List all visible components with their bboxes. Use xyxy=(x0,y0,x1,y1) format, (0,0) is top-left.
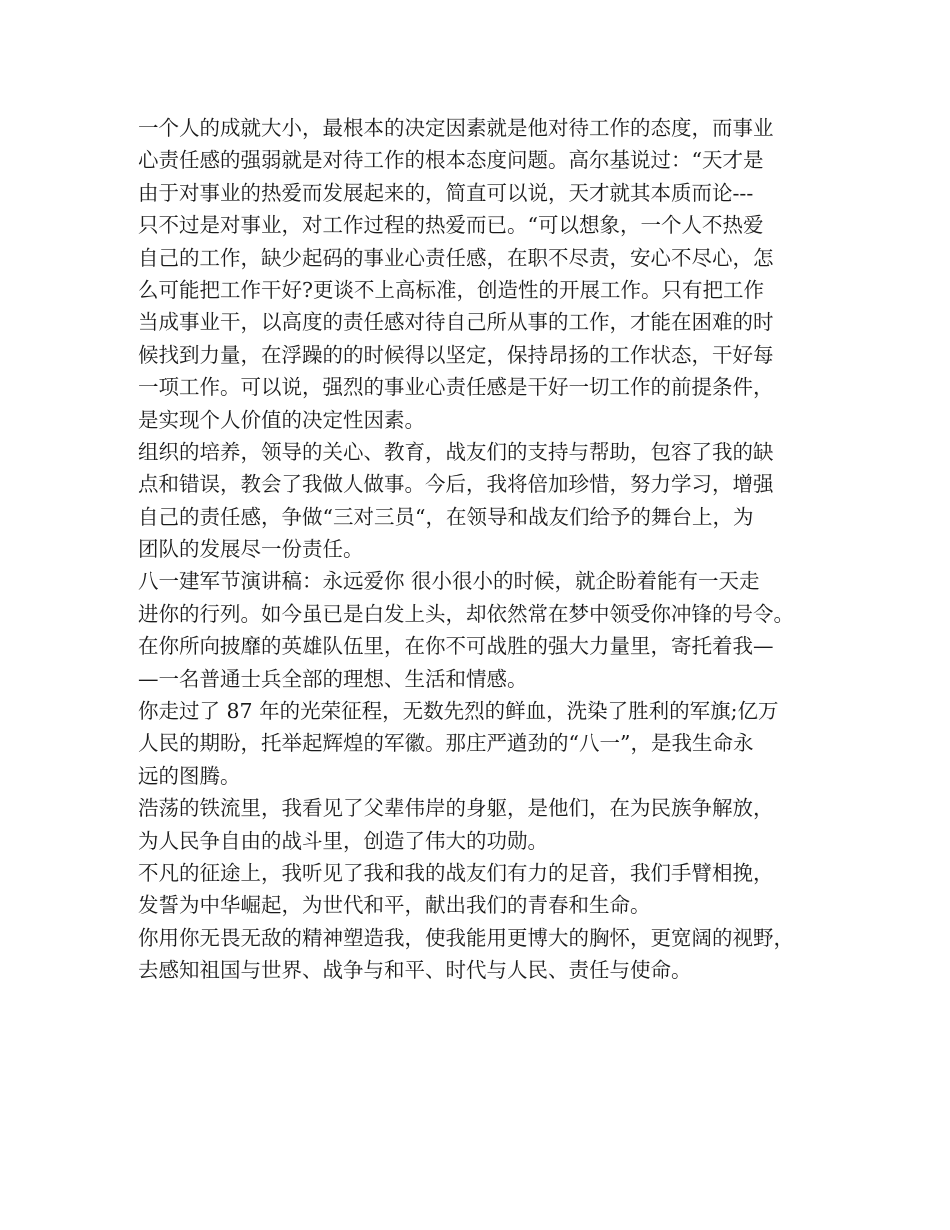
text-line: 浩荡的铁流里，我看见了父辈伟岸的身躯，是他们，在为民族争解放， xyxy=(138,796,774,821)
text-line: 为人民争自由的战斗里，创造了伟大的功勋。 xyxy=(138,828,548,853)
text-line: 去感知祖国与世界、战争与和平、时代与人民、责任与使命。 xyxy=(138,958,692,983)
text-line: 团队的发展尽一份责任。 xyxy=(138,537,364,562)
text-line: 点和错误，教会了我做人做事。今后，我将倍加珍惜，努力学习，增强 xyxy=(138,472,774,497)
text-line: 你用你无畏无敌的精神塑造我，使我能用更博大的胸怀，更宽阔的视野， xyxy=(138,925,794,950)
text-line: 发誓为中华崛起，为世代和平，献出我们的青春和生命。 xyxy=(138,893,651,918)
text-line: 你走过了 87 年的光荣征程，无数先烈的鲜血，洗染了胜利的军旗;亿万 xyxy=(138,699,779,724)
text-line: 人民的期盼，托举起辉煌的军徽。那庄严遒劲的“八一”，是我生命永 xyxy=(138,731,754,756)
text-line: 么可能把工作干好?更谈不上高标准，创造性的开展工作。只有把工作 xyxy=(138,277,764,302)
text-line: 一项工作。可以说，强烈的事业心责任感是干好一切工作的前提条件， xyxy=(138,375,774,400)
text-line: 由于对事业的热爱而发展起来的，简直可以说，天才就其本质而论--- xyxy=(138,180,754,205)
text-line: 进你的行列。如今虽已是白发上头，却依然常在梦中领受你冲锋的号令。 xyxy=(138,601,794,626)
text-line: 候找到力量，在浮躁的的时候得以坚定，保持昂扬的工作状态，干好每 xyxy=(138,342,774,367)
text-line: 一个人的成就大小，最根本的决定因素就是他对待工作的态度，而事业 xyxy=(138,116,774,140)
text-line: 心责任感的强弱就是对待工作的根本态度问题。高尔基说过：“天才是 xyxy=(138,148,764,173)
text-line: 自己的责任感，争做“三对三员“，在领导和战友们给予的舞台上，为 xyxy=(138,504,754,529)
text-line: 是实现个人价值的决定性因素。 xyxy=(138,407,425,432)
text-line: 自己的工作，缺少起码的事业心责任感，在职不尽责，安心不尽心，怎 xyxy=(138,245,774,270)
text-line: 组织的培养，领导的关心、教育，战友们的支持与帮助，包容了我的缺 xyxy=(138,439,774,464)
document-body xyxy=(138,112,838,987)
text-line: 当成事业干，以高度的责任感对待自己所从事的工作，才能在困难的时 xyxy=(138,310,774,335)
text-line: 远的图腾。 xyxy=(138,763,241,788)
text-line: —一名普通士兵全部的理想、生活和情感。 xyxy=(138,666,528,691)
text-line: 在你所向披靡的英雄队伍里，在你不可战胜的强大力量里，寄托着我— xyxy=(138,634,774,659)
text-line: 八一建军节演讲稿：永远爱你 很小很小的时候，就企盼着能有一天走 xyxy=(138,569,760,594)
text-line: 只不过是对事业，对工作过程的热爱而已。“可以想象，一个人不热爱 xyxy=(138,213,764,238)
text-line: 不凡的征途上，我听见了我和我的战友们有力的足音，我们手臂相挽， xyxy=(138,860,774,885)
